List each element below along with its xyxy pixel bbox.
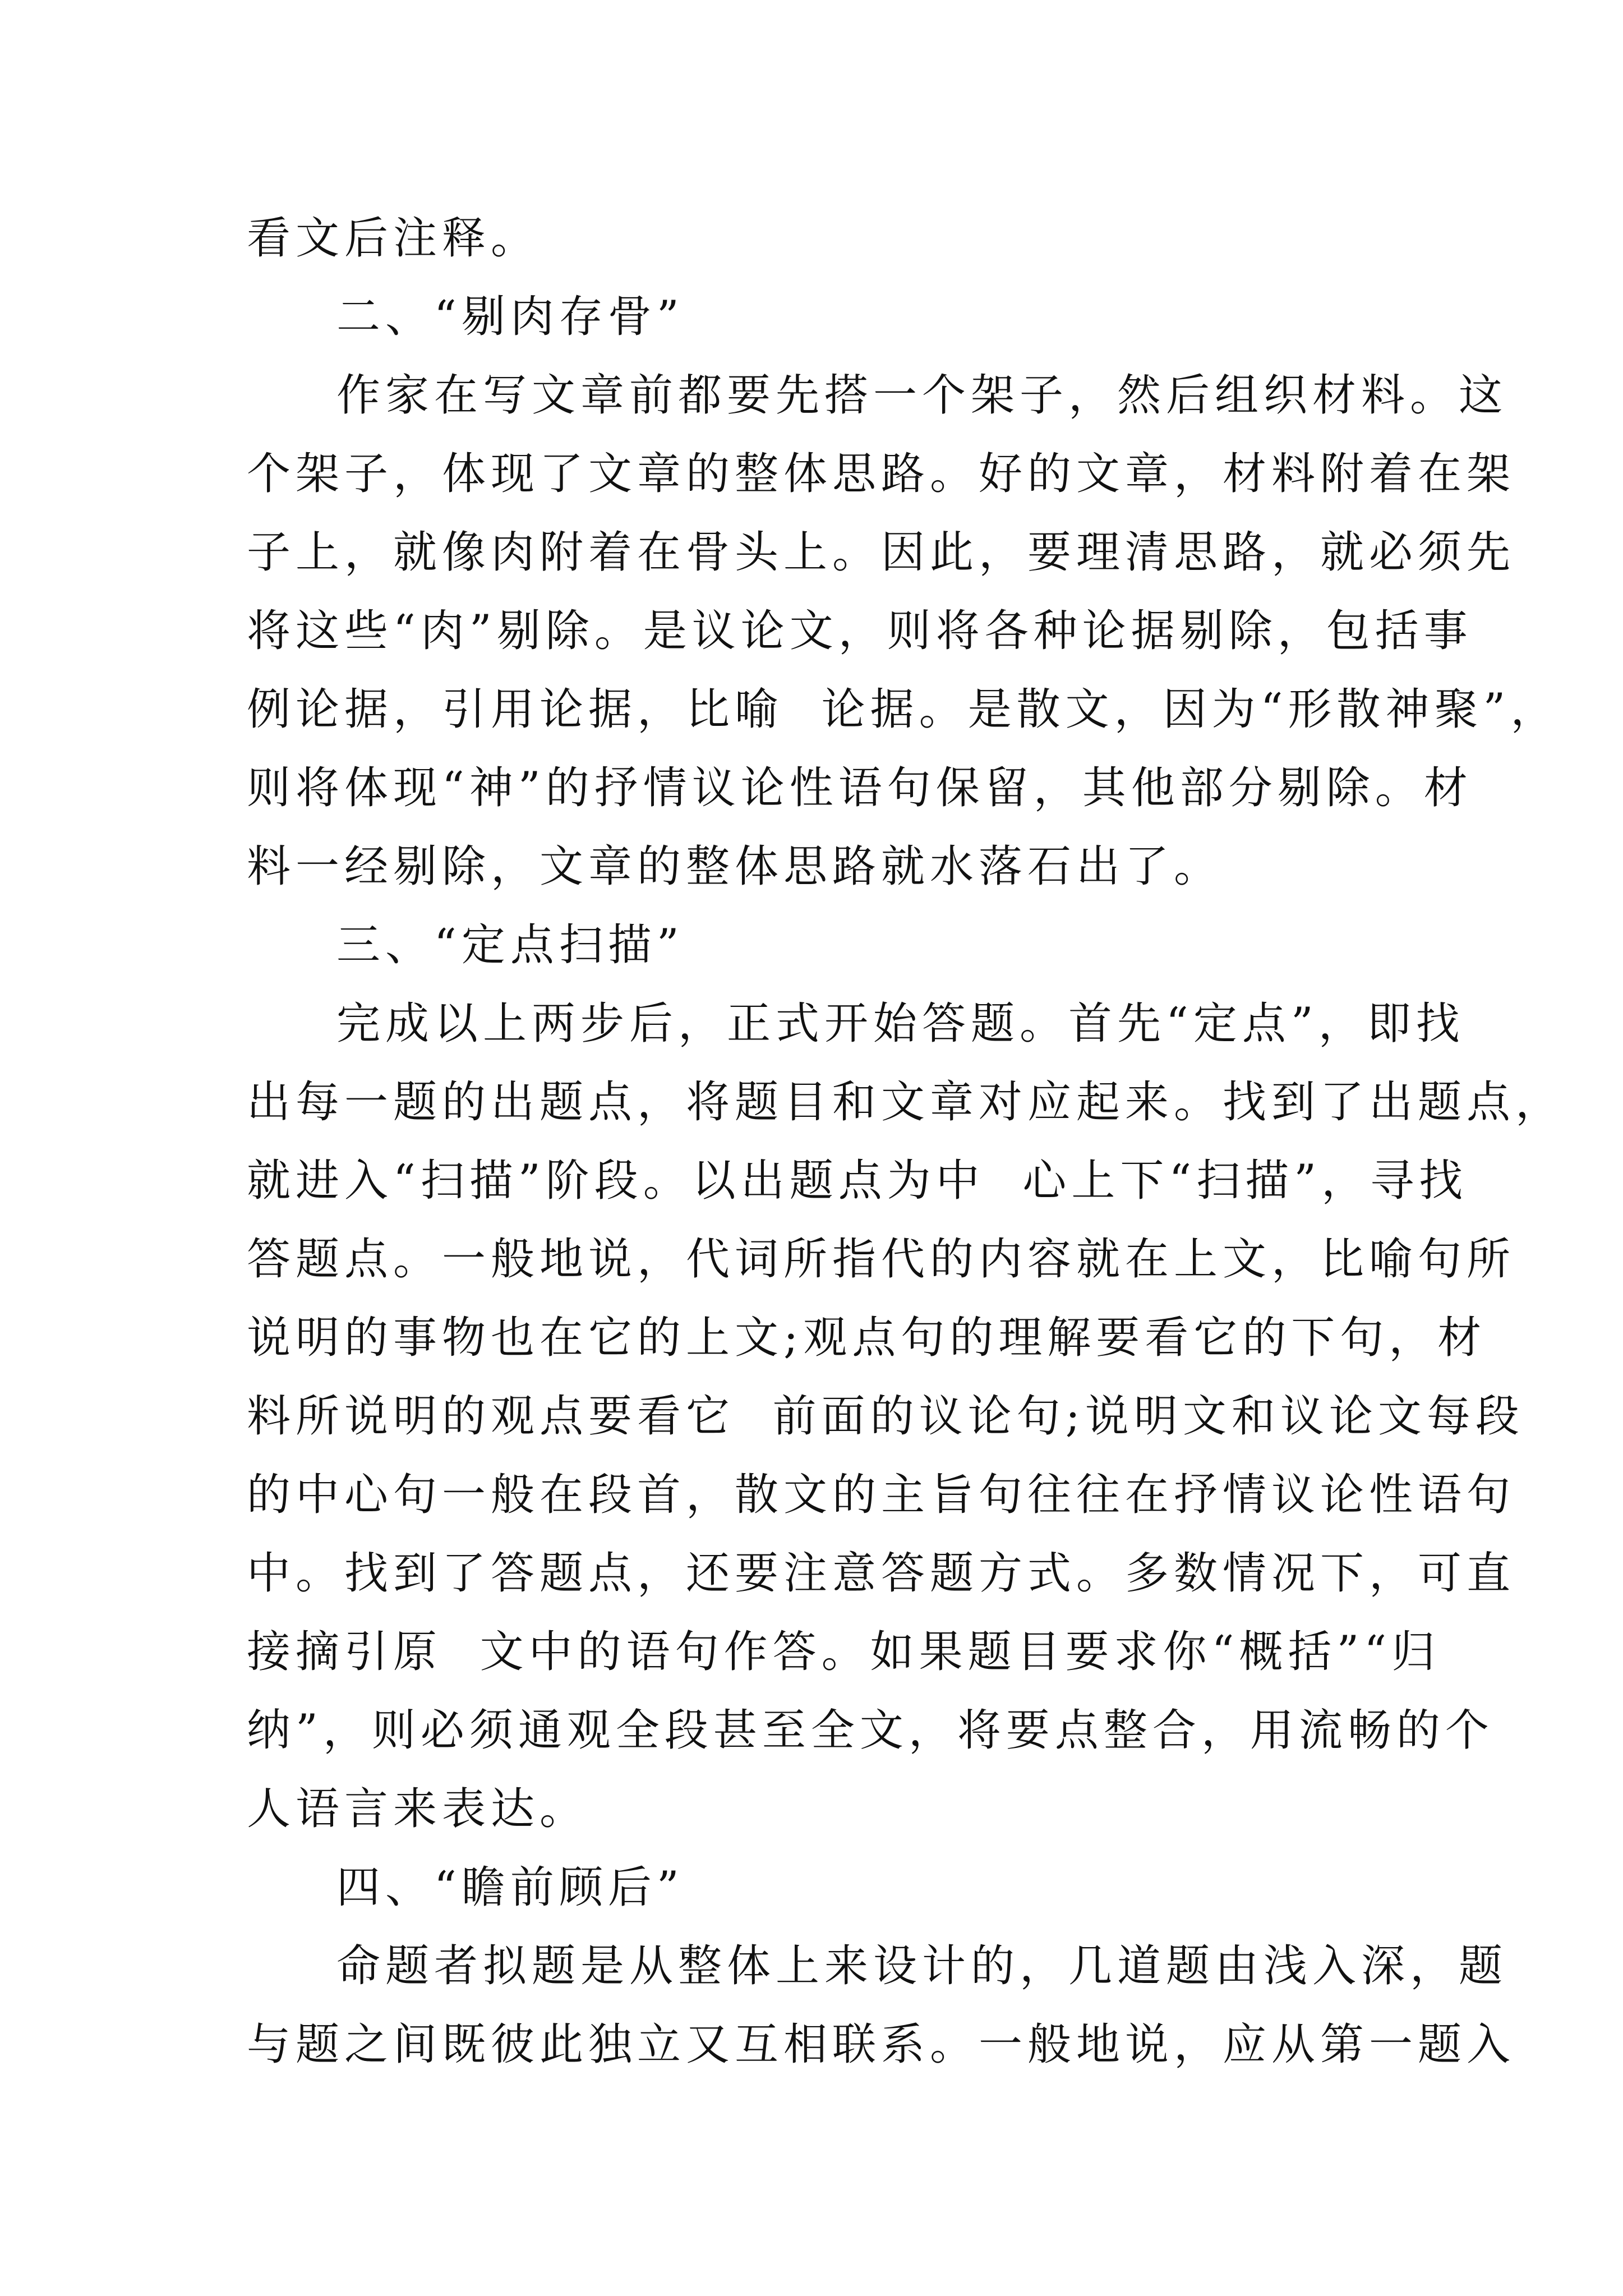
text-line: 与题之间既彼此独立又互相联系。一般地说，应从第一题入	[247, 2019, 1516, 2070]
section-heading-3: 三、“定点扫描”	[336, 920, 684, 970]
text-line: 接摘引原 文中的语句作答。如果题目要求你“概括”“归	[247, 1627, 1441, 1677]
text-line: 人语言来表达。	[247, 1784, 589, 1834]
text-line: 将这些“肉”剔除。是议论文，则将各种论据剔除，包括事	[247, 606, 1473, 656]
text-line: 的中心句一般在段首，散文的主旨句往往在抒情议论性语句	[247, 1470, 1516, 1520]
document-body	[247, 199, 1565, 2084]
paragraph-first-line: 作家在写文章前都要先搭一个架子，然后组织材料。这	[336, 370, 1508, 421]
text-line: 子上，就像肉附着在骨头上。因此，要理清思路，就必须先	[247, 527, 1516, 578]
paragraph-first-line: 完成以上两步后，正式开始答题。首先“定点”，即找	[336, 999, 1465, 1049]
text-line: 出每一题的出题点，将题目和文章对应起来。找到了出题点，	[247, 1077, 1565, 1128]
text-line: 料所说明的观点要看它 前面的议论句;说明文和议论文每段	[247, 1391, 1524, 1442]
text-line: 则将体现“神”的抒情议论性语句保留，其他部分剔除。材	[247, 763, 1473, 813]
text-line: 就进入“扫描”阶段。以出题点为中 心上下“扫描”，寻找	[247, 1156, 1468, 1206]
paragraph-first-line: 命题者拟题是从整体上来设计的，几道题由浅入深，题	[336, 1941, 1508, 1991]
text-line: 纳”，则必须通观全段甚至全文，将要点整合，用流畅的个	[247, 1705, 1494, 1756]
section-heading-2: 二、“剔肉存骨”	[336, 292, 684, 342]
section-heading-4: 四、“瞻前顾后”	[336, 1862, 684, 1913]
text-line: 看文后注释。	[247, 213, 540, 264]
text-line: 个架子，体现了文章的整体思路。好的文章，材料附着在架	[247, 449, 1516, 499]
text-line: 答题点。一般地说，代词所指代的内容就在上文，比喻句所	[247, 1234, 1516, 1285]
text-line: 料一经剔除，文章的整体思路就水落石出了。	[247, 841, 1223, 892]
text-line: 说明的事物也在它的上文;观点句的理解要看它的下句，材	[247, 1313, 1487, 1363]
text-line: 中。找到了答题点，还要注意答题方式。多数情况下，可直	[247, 1548, 1516, 1599]
text-line: 例论据，引用论据，比喻 论据。是散文，因为“形散神聚”，	[247, 684, 1560, 735]
